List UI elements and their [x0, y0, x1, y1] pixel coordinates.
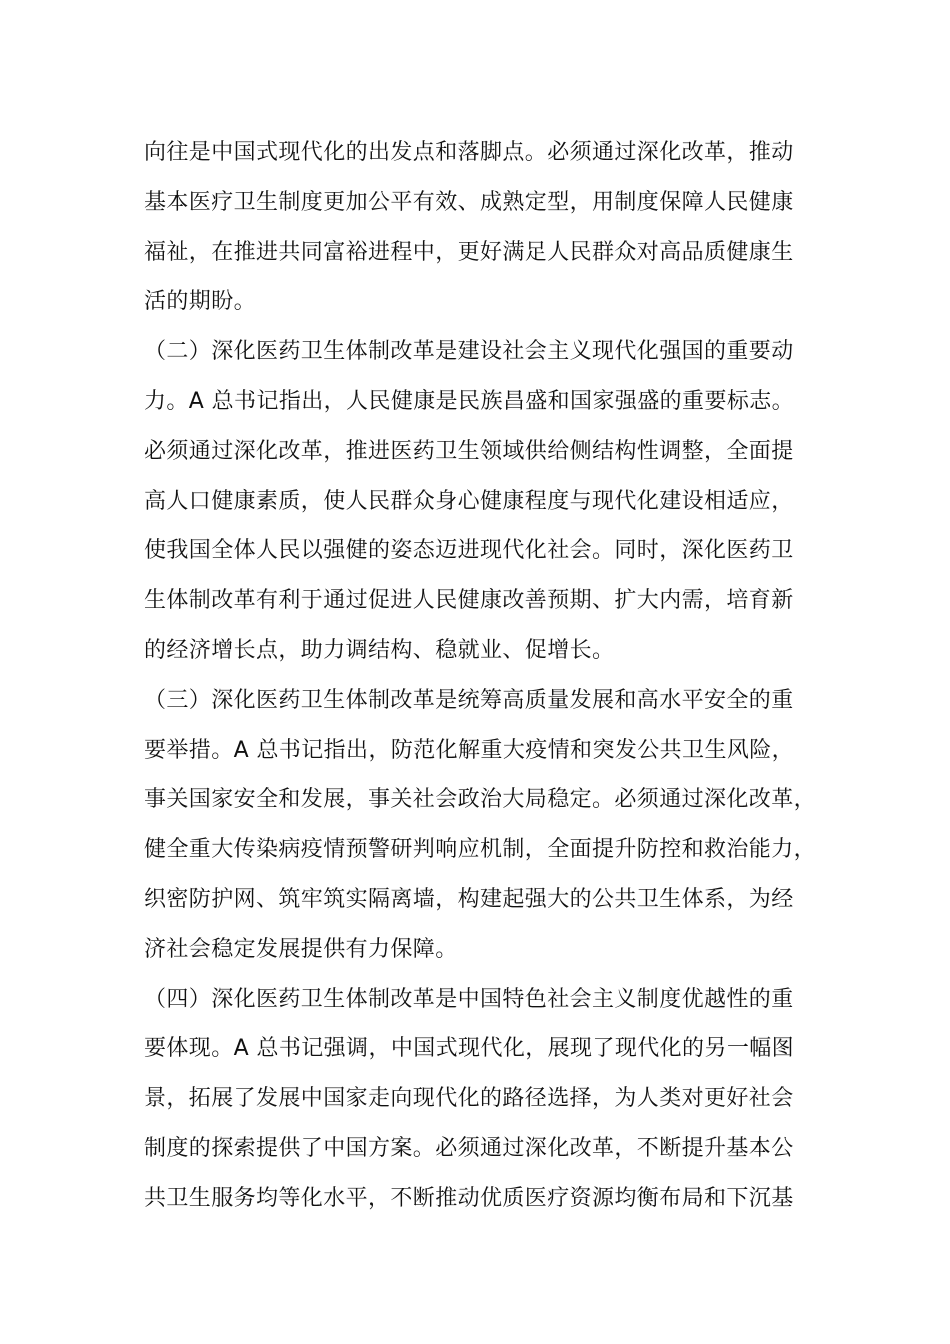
section-heading-line: （二）深化医药卫生体制改革是建设社会主义现代化强国的重要动	[144, 339, 794, 365]
text-line: 使我国全体人民以强健的姿态迈进现代化社会。同时，深化医药卫	[144, 538, 794, 564]
text-line: 生体制改革有利于通过促进人民健康改善预期、扩大内需，培育新	[144, 588, 794, 614]
text-line: 基本医疗卫生制度更加公平有效、成熟定型，用制度保障人民健康	[144, 189, 794, 215]
text-line: 向往是中国式现代化的出发点和落脚点。必须通过深化改革，推动	[144, 140, 794, 165]
text-line: 健全重大传染病疫情预警研判响应机制，全面提升防控和救治能力，	[144, 837, 817, 863]
text-line: 景，拓展了发展中国家走向现代化的路径选择，为人类对更好社会	[144, 1086, 794, 1112]
text-line: 力。A 总书记指出，人民健康是民族昌盛和国家强盛的重要标志。	[144, 388, 795, 414]
text-line: 要举措。A 总书记指出，防范化解重大疫情和突发公共卫生风险，	[144, 737, 795, 763]
section-heading-line: （三）深化医药卫生体制改革是统筹高质量发展和高水平安全的重	[144, 687, 794, 713]
text-line: 制度的探索提供了中国方案。必须通过深化改革，不断提升基本公	[144, 1135, 794, 1161]
text-line: 的经济增长点，助力调结构、稳就业、促增长。	[144, 637, 615, 663]
text-line: 必须通过深化改革，推进医药卫生领域供给侧结构性调整，全面提	[144, 438, 794, 464]
text-line: 事关国家安全和发展，事关社会政治大局稳定。必须通过深化改革，	[144, 787, 817, 813]
text-line: 高人口健康素质，使人民群众身心健康程度与现代化建设相适应，	[144, 488, 794, 514]
section-heading-line: （四）深化医药卫生体制改革是中国特色社会主义制度优越性的重	[144, 986, 794, 1012]
text-line: 活的期盼。	[144, 289, 257, 315]
text-line: 要体现。A 总书记强调，中国式现代化，展现了现代化的另一幅图	[144, 1036, 795, 1062]
text-line: 济社会稳定发展提供有力保障。	[144, 936, 458, 962]
text-line: 福祉，在推进共同富裕进程中，更好满足人民群众对高品质健康生	[144, 239, 794, 265]
text-line: 织密防护网、筑牢筑实隔离墙，构建起强大的公共卫生体系，为经	[144, 886, 794, 912]
text-line: 共卫生服务均等化水平，不断推动优质医疗资源均衡布局和下沉基	[144, 1185, 794, 1211]
document-body	[144, 128, 844, 1224]
